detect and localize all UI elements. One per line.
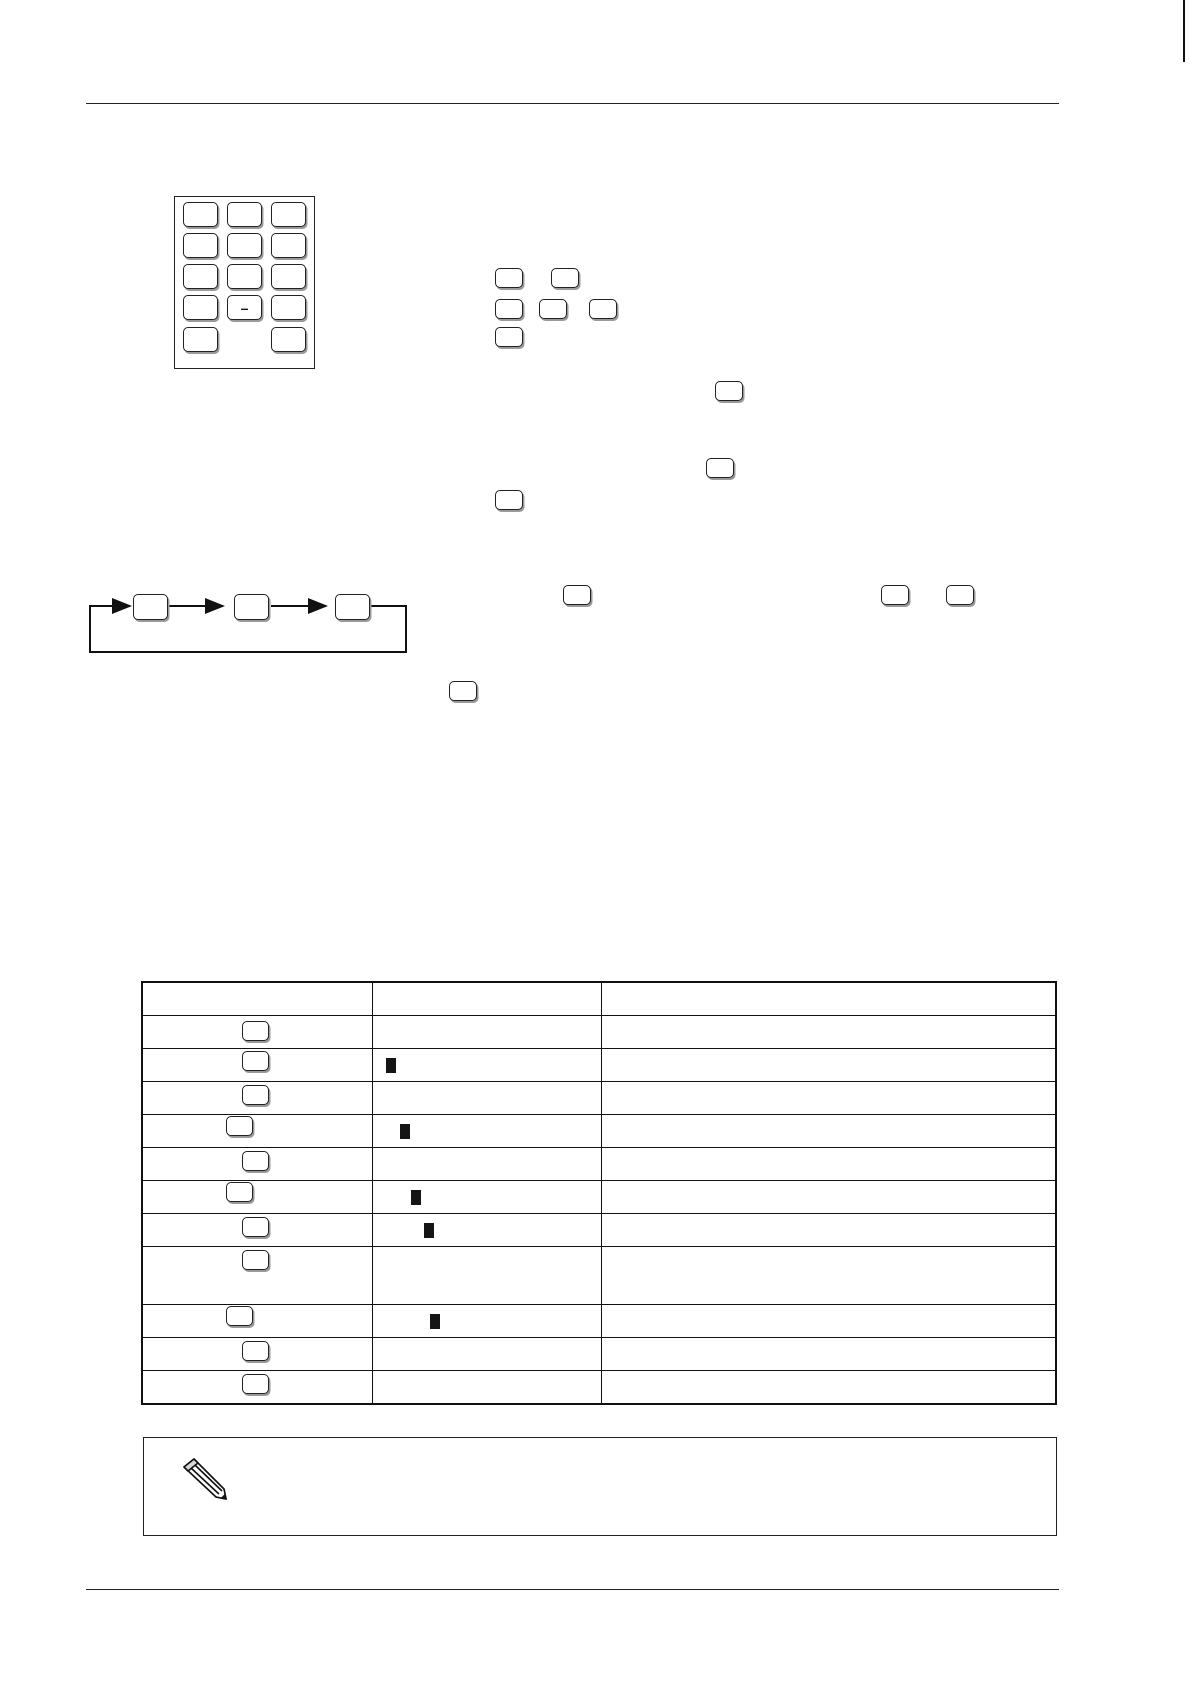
inline-key-icon xyxy=(449,681,477,701)
table-row xyxy=(143,1082,1055,1115)
key-function-table xyxy=(141,981,1057,1405)
cycle-key xyxy=(234,594,269,620)
inline-key-icon xyxy=(495,490,523,510)
keypad-key xyxy=(227,233,262,258)
keypad-key xyxy=(183,295,218,320)
table-key-icon xyxy=(242,1217,269,1237)
inline-key-icon xyxy=(563,585,591,605)
header-rule xyxy=(86,103,1059,104)
table-key-icon xyxy=(242,1341,269,1361)
keypad-key xyxy=(183,327,218,352)
keypad-key xyxy=(183,233,218,258)
cycle-key xyxy=(335,594,370,620)
inline-key-icon xyxy=(881,585,909,605)
inline-key-icon xyxy=(706,458,734,478)
table-key-icon xyxy=(242,1051,269,1071)
inline-key-icon xyxy=(539,299,567,319)
table-key-icon xyxy=(242,1250,269,1270)
table-row xyxy=(143,1181,1055,1214)
keypad-key xyxy=(271,295,306,320)
keypad-diagram xyxy=(174,196,315,369)
keypad-key xyxy=(271,233,306,258)
table-key-icon xyxy=(242,1021,269,1041)
table-row xyxy=(143,1338,1055,1371)
inline-key-icon xyxy=(551,268,579,288)
keypad-key xyxy=(183,264,218,289)
keypad-minus-key: – xyxy=(227,295,262,320)
cursor-indicator xyxy=(424,1223,434,1238)
table-row xyxy=(143,1214,1055,1247)
cursor-indicator xyxy=(386,1058,396,1073)
keypad-key xyxy=(227,202,262,227)
keypad-key xyxy=(271,202,306,227)
keypad-key xyxy=(271,264,306,289)
inline-key-icon xyxy=(946,585,974,605)
margin-marker xyxy=(1183,0,1185,62)
keypad-key xyxy=(271,327,306,352)
table-header-row xyxy=(143,983,1055,1016)
inline-key-icon xyxy=(495,299,523,319)
table-row xyxy=(143,1247,1055,1305)
cursor-indicator xyxy=(411,1190,421,1205)
table-key-icon xyxy=(242,1151,269,1171)
keypad-key xyxy=(183,202,218,227)
keypad-key xyxy=(227,264,262,289)
table-row xyxy=(143,1371,1055,1403)
inline-key-icon xyxy=(495,268,523,288)
inline-key-icon xyxy=(715,381,743,401)
inline-key-icon xyxy=(495,327,523,347)
table-key-icon xyxy=(242,1374,269,1394)
table-row xyxy=(143,1148,1055,1181)
table-key-icon xyxy=(242,1085,269,1105)
table-key-icon xyxy=(226,1116,253,1136)
table-key-icon xyxy=(226,1306,253,1326)
pencil-icon xyxy=(178,1456,234,1502)
table-row xyxy=(143,1016,1055,1049)
table-row xyxy=(143,1305,1055,1338)
cycle-key xyxy=(133,594,168,620)
note-box xyxy=(143,1437,1057,1536)
table-row xyxy=(143,1115,1055,1148)
table-row xyxy=(143,1049,1055,1082)
cursor-indicator xyxy=(430,1314,440,1329)
table-key-icon xyxy=(226,1182,253,1202)
cursor-indicator xyxy=(400,1124,410,1139)
inline-key-icon xyxy=(589,299,617,319)
footer-rule xyxy=(86,1589,1059,1590)
